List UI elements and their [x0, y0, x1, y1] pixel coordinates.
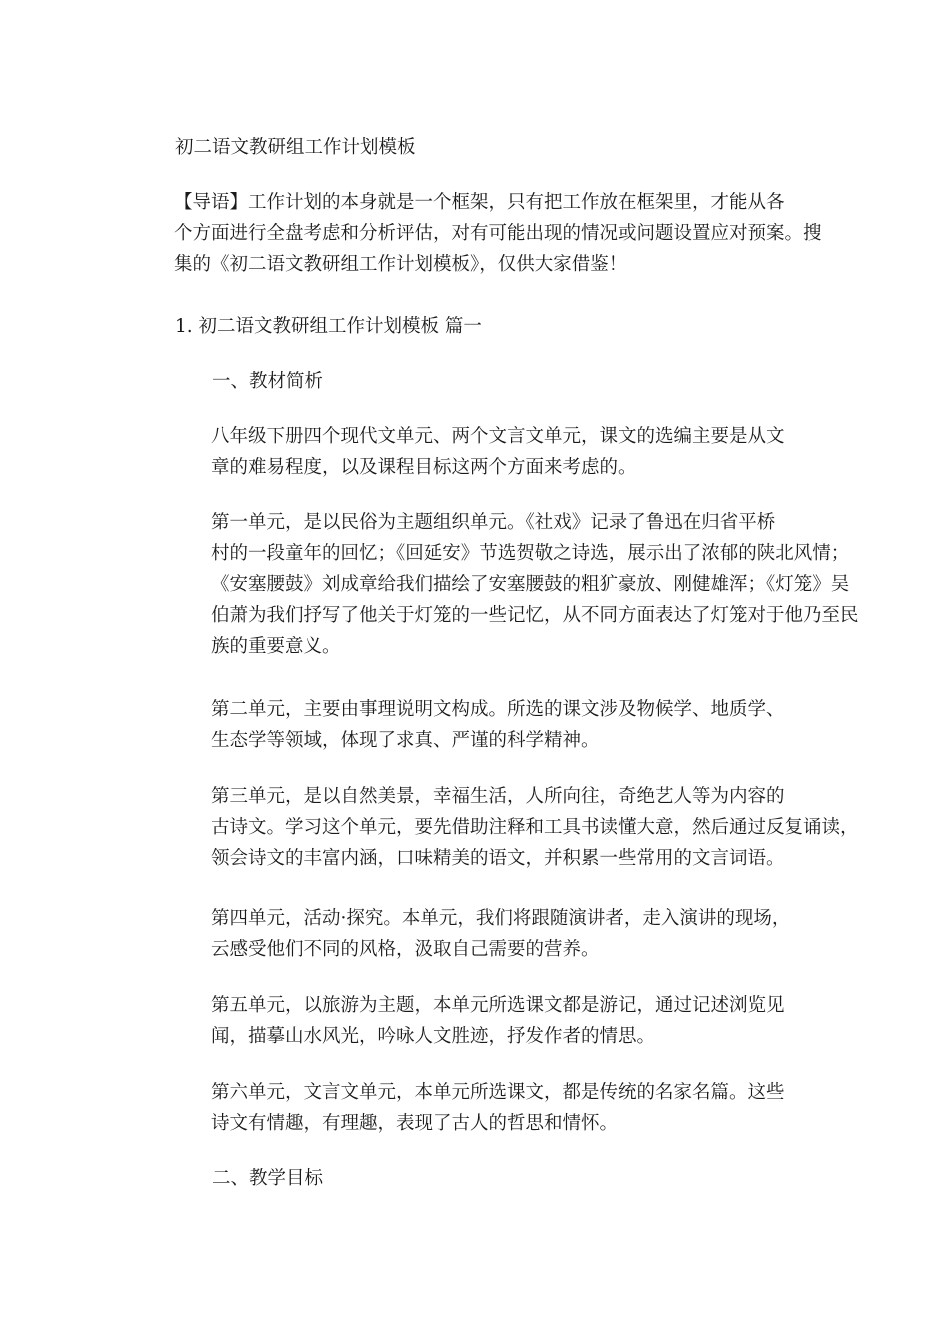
heading-teaching-goals	[212, 1163, 888, 1194]
intro-line: 【导语】工作计划的本身就是一个框架，只有把工作放在框架里，才能从各	[174, 192, 785, 213]
title-text: 初二语文教研组工作计划模板	[175, 137, 416, 158]
paragraph-line: 闻，描摹山水风光，吟咏人文胜迹，抒发作者的情思。	[211, 1026, 656, 1047]
paragraph-line: 第五单元，以旅游为主题，本单元所选课文都是游记，通过记述浏览见	[211, 995, 785, 1016]
paragraph-line: 云感受他们不同的风格，汲取自己需要的营养。	[211, 939, 600, 960]
section-title-text: 1. 初二语文教研组工作计划模板 篇一	[175, 316, 482, 337]
paragraph-unit-5	[137, 990, 813, 1052]
paragraph-unit-3	[137, 781, 859, 874]
paragraph-unit-6	[137, 1077, 813, 1139]
paragraph-overview	[137, 421, 813, 483]
paragraph-unit-4	[137, 903, 813, 965]
intro-line: 集的《初二语文教研组工作计划模板》，仅供大家借鉴！	[174, 254, 628, 275]
document-title	[175, 132, 851, 163]
paragraph-unit-2	[137, 694, 813, 756]
paragraph-line: 第三单元，是以自然美景，幸福生活，人所向往，奇绝艺人等为内容的	[211, 786, 785, 807]
paragraph-line: 诗文有情趣，有理趣，表现了古人的哲思和情怀。	[211, 1113, 619, 1134]
intro-paragraph	[137, 187, 822, 280]
paragraph-line: 族的重要意义。	[211, 636, 341, 657]
paragraph-line: 村的一段童年的回忆；《回延安》节选贺敬之诗选，展示出了浓郁的陕北风情；	[211, 543, 850, 564]
heading-textbook-analysis	[212, 366, 888, 397]
paragraph-line: 第一单元，是以民俗为主题组织单元。《社戏》记录了鲁迅在归省平桥	[211, 512, 776, 533]
heading-text: 一、教材简析	[212, 371, 324, 392]
paragraph-unit-1	[137, 507, 859, 662]
paragraph-line: 第二单元，主要由事理说明文构成。所选的课文涉及物候学、地质学、	[211, 699, 785, 720]
paragraph-line: 伯萧为我们抒写了他关于灯笼的一些记忆，从不同方面表达了灯笼对于他乃至民	[211, 605, 859, 626]
section-title	[175, 311, 851, 342]
paragraph-line: 《安塞腰鼓》刘成章给我们描绘了安塞腰鼓的粗犷豪放、刚健雄浑；《灯笼》吴	[211, 574, 850, 595]
paragraph-line: 八年级下册四个现代文单元、两个文言文单元，课文的选编主要是从文	[211, 426, 785, 447]
paragraph-line: 领会诗文的丰富内涵，口味精美的语文，并积累一些常用的文言词语。	[211, 848, 785, 869]
paragraph-line: 生态学等领域，体现了求真、严谨的科学精神。	[211, 730, 600, 751]
intro-line: 个方面进行全盘考虑和分析评估，对有可能出现的情况或问题设置应对预案。搜	[174, 223, 822, 244]
paragraph-line: 章的难易程度，以及课程目标这两个方面来考虑的。	[211, 457, 637, 478]
heading-text: 二、教学目标	[212, 1168, 324, 1189]
paragraph-line: 第六单元，文言文单元，本单元所选课文，都是传统的名家名篇。这些	[211, 1082, 785, 1103]
paragraph-line: 古诗文。学习这个单元，要先借助注释和工具书读懂大意，然后通过反复诵读，	[211, 817, 859, 838]
paragraph-line: 第四单元，活动·探究。本单元，我们将跟随演讲者，走入演讲的现场，	[211, 908, 791, 929]
